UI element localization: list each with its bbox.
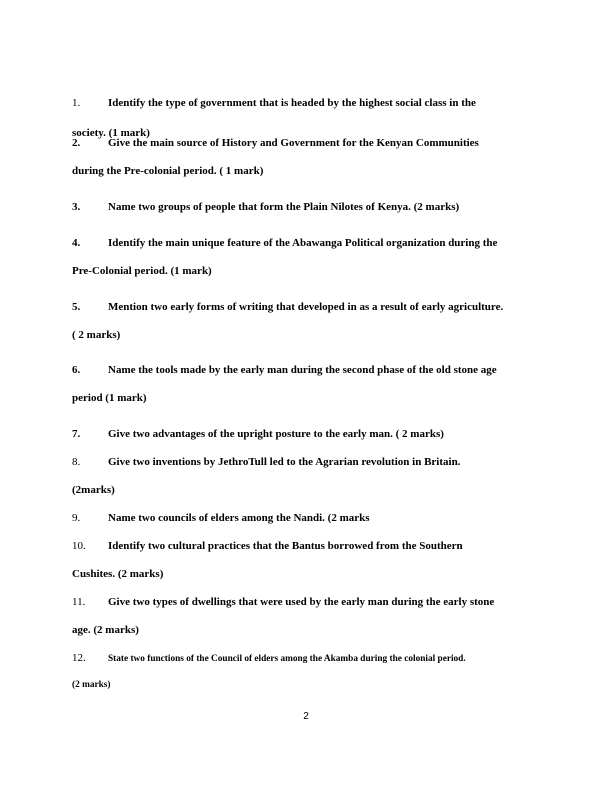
question-text: Give two advantages of the upright posture to the early man. ( 2 marks)	[108, 428, 444, 440]
question-text: Give two inventions by JethroTull led to the Agrarian revolution in Britain.	[108, 456, 461, 468]
question-text: Identify two cultural practices that the Bantus borrowed from the Southern	[108, 540, 463, 552]
question-number: 10.	[72, 540, 86, 552]
question-text: Mention two early forms of writing that developed in as a result of early agriculture.	[108, 301, 504, 313]
question-text-continued: period (1 mark)	[72, 392, 147, 404]
question-number: 11.	[72, 596, 86, 608]
question-text-continued: (2marks)	[72, 484, 115, 496]
question-number: 7.	[72, 428, 81, 440]
question-text-continued: during the Pre-colonial period. ( 1 mark)	[72, 165, 264, 177]
page-number: 2	[303, 711, 309, 722]
question-text-continued: age. (2 marks)	[72, 624, 139, 636]
question-number: 1.	[72, 97, 81, 109]
question-text: Name the tools made by the early man during the second phase of the old stone age	[108, 364, 497, 376]
question-number: 3.	[72, 201, 81, 213]
question-text: Identify the main unique feature of the Abawanga Political organization during the	[108, 237, 498, 249]
question-text: Name two councils of elders among the Nandi. (2 marks	[108, 512, 370, 524]
question-number: 2.	[72, 137, 81, 149]
question-text-continued: ( 2 marks)	[72, 329, 121, 341]
question-number: 12.	[72, 652, 86, 664]
question-number: 9.	[72, 512, 81, 524]
question-text: Identify the type of government that is headed by the highest social class in the	[108, 97, 476, 109]
question-text: State two functions of the Council of elders among the Akamba during the colonial period.	[108, 654, 466, 664]
question-number: 8.	[72, 456, 81, 468]
question-text-continued: (2 marks)	[72, 680, 111, 690]
question-text-continued: Cushites. (2 marks)	[72, 568, 164, 580]
question-number: 5.	[72, 301, 81, 313]
question-text: Give two types of dwellings that were used by the early man during the early stone	[108, 596, 495, 608]
question-text-continued: Pre-Colonial period. (1 mark)	[72, 265, 212, 277]
question-text: Name two groups of people that form the Plain Nilotes of Kenya. (2 marks)	[108, 201, 460, 213]
question-number: 6.	[72, 364, 81, 376]
question-number: 4.	[72, 237, 81, 249]
question-text-continued: society. (1 mark)	[72, 127, 150, 139]
question-text: Give the main source of History and Government for the Kenyan Communities	[108, 137, 479, 149]
